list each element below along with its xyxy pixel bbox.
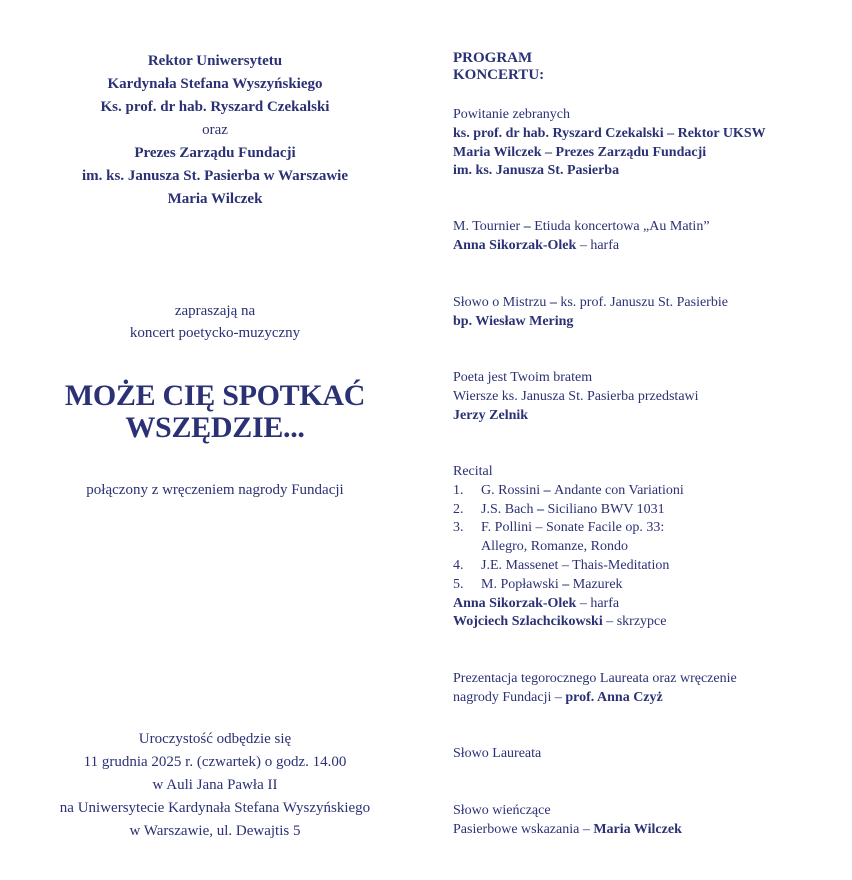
speaker-name: Maria Wilczek: [593, 821, 682, 837]
performer: Anna Sikorzak-Olek: [453, 237, 577, 253]
title-line: MOŻE CIĘ SPOTKAĆ: [64, 379, 366, 412]
host-line: Maria Wilczek: [167, 191, 263, 207]
event-line: w Warszawie, ul. Dewajtis 5: [129, 823, 301, 839]
recital-item: [453, 576, 848, 595]
title-line: WSZĘDZIE...: [125, 411, 305, 444]
label-text: nagrody Fundacji –: [453, 689, 566, 705]
performer-line: [453, 595, 848, 614]
program-tournier: [453, 218, 848, 256]
label-text: Słowo o Mistrzu: [453, 295, 547, 310]
label-text: Pasierbowe wskazania –: [453, 821, 594, 837]
work-title: Etiuda koncertowa „Au Matin”: [534, 219, 710, 234]
speaker-line: Jerzy Zelnik: [453, 407, 529, 423]
item-number: 4.: [453, 557, 464, 573]
host-line: Prezes Zarządu Fundacji: [134, 145, 296, 161]
performer: Anna Sikorzak-Olek: [453, 595, 577, 611]
item-number: 1.: [453, 482, 464, 498]
program-item-label: Słowo wieńczące: [453, 803, 551, 818]
program-column: [453, 0, 848, 880]
composer: M. Popławski: [481, 576, 559, 592]
speaker-line: bp. Wiesław Mering: [453, 313, 574, 329]
work-title: Siciliano BWV 1031: [547, 501, 665, 517]
recital-list: [453, 482, 848, 595]
program-item-desc: [453, 821, 848, 840]
dash: –: [558, 576, 573, 592]
work-subtitle: Allegro, Romanze, Rondo: [481, 539, 628, 555]
program-item-label: Recital: [453, 464, 493, 479]
program-slowo-o-mistrzu: [453, 294, 848, 332]
label-rest: ks. prof. Januszu St. Pasierbie: [560, 295, 728, 310]
program-closing: [453, 802, 848, 840]
invite-line: koncert poetycko-muzyczny: [129, 325, 301, 341]
dash: –: [558, 557, 573, 573]
event-line: 11 grudnia 2025 r. (czwartek) o godz. 14.00: [83, 754, 347, 770]
laureate-name: prof. Anna Czyż: [565, 689, 663, 705]
host-line: Rektor Uniwersytetu: [147, 53, 283, 69]
recital-item: [453, 501, 848, 520]
work-title: Thais-Meditation: [572, 557, 670, 573]
composer: G. Rossini: [481, 482, 541, 498]
host-line: Ks. prof. dr hab. Ryszard Czekalski: [100, 99, 330, 115]
instrument: – harfa: [576, 595, 620, 611]
dash: –: [546, 295, 561, 310]
performer-line: [453, 613, 848, 632]
program-prezentacja: [453, 670, 848, 708]
program-item-desc: [453, 689, 848, 708]
item-number: 2.: [453, 501, 464, 517]
event-details: [0, 728, 430, 843]
performer-line: [453, 237, 848, 256]
item-number: 3.: [453, 520, 464, 536]
work-title: Sonate Facile op. 33:: [546, 520, 665, 536]
invite-line: zapraszają na: [174, 303, 256, 319]
program-slowo-laureata: Słowo Laureata: [453, 746, 542, 761]
piece-line: [453, 218, 848, 237]
composer: M. Tournier: [453, 219, 521, 234]
performer: Wojciech Szlachcikowski: [453, 614, 603, 630]
program-recital: [453, 463, 848, 632]
composer: J.E. Massenet: [481, 557, 559, 573]
dash: –: [532, 520, 547, 536]
dash: –: [520, 219, 535, 234]
program-item-label: [453, 294, 848, 313]
instrument: – harfa: [576, 237, 620, 253]
program-welcome: [453, 106, 848, 181]
host-conjunction: oraz: [202, 122, 228, 138]
work-title: Andante con Variationi: [554, 482, 684, 498]
speaker-line: Maria Wilczek – Prezes Zarządu Fundacji: [453, 144, 707, 160]
program-item-desc: Wiersze ks. Janusza St. Pasierba przedstawi: [453, 388, 699, 404]
host-line: Kardynała Stefana Wyszyńskiego: [107, 76, 323, 92]
event-line: na Uniwersytecie Kardynała Stefana Wyszyńskiego: [59, 800, 371, 816]
composer: F. Pollini: [481, 520, 533, 536]
invite-block: [0, 300, 430, 344]
host-line: im. ks. Janusza St. Pasierba w Warszawie: [82, 168, 348, 184]
composer: J.S. Bach: [481, 501, 534, 517]
dash: –: [533, 501, 548, 517]
concert-subtitle: połączony z wręczeniem nagrody Fundacji: [86, 482, 344, 498]
program-heading-line: PROGRAM: [453, 50, 533, 66]
recital-item: [453, 482, 848, 501]
recital-item: [453, 557, 848, 576]
event-line: Uroczystość odbędzie się: [138, 731, 292, 747]
speaker-line: im. ks. Janusza St. Pasierba: [453, 163, 620, 179]
instrument: – skrzypce: [602, 614, 667, 630]
program-heading-line: KONCERTU:: [453, 67, 545, 83]
hosts-block: [0, 50, 430, 211]
item-number: 5.: [453, 576, 464, 592]
event-line: w Auli Jana Pawła II: [152, 777, 278, 793]
program-item-label: Powitanie zebranych: [453, 107, 571, 122]
program-poeta: [453, 369, 848, 425]
speaker-line: ks. prof. dr hab. Ryszard Czekalski – Rektor UKSW: [453, 125, 766, 141]
concert-title: [0, 380, 430, 444]
program-item-label: Prezentacja tegorocznego Laureata oraz wręczenie: [453, 671, 737, 686]
dash: –: [540, 482, 555, 498]
program-item-label: Poeta jest Twoim bratem: [453, 370, 593, 385]
recital-item: [453, 519, 848, 557]
program-heading: [453, 50, 848, 84]
work-title: Mazurek: [572, 576, 623, 592]
